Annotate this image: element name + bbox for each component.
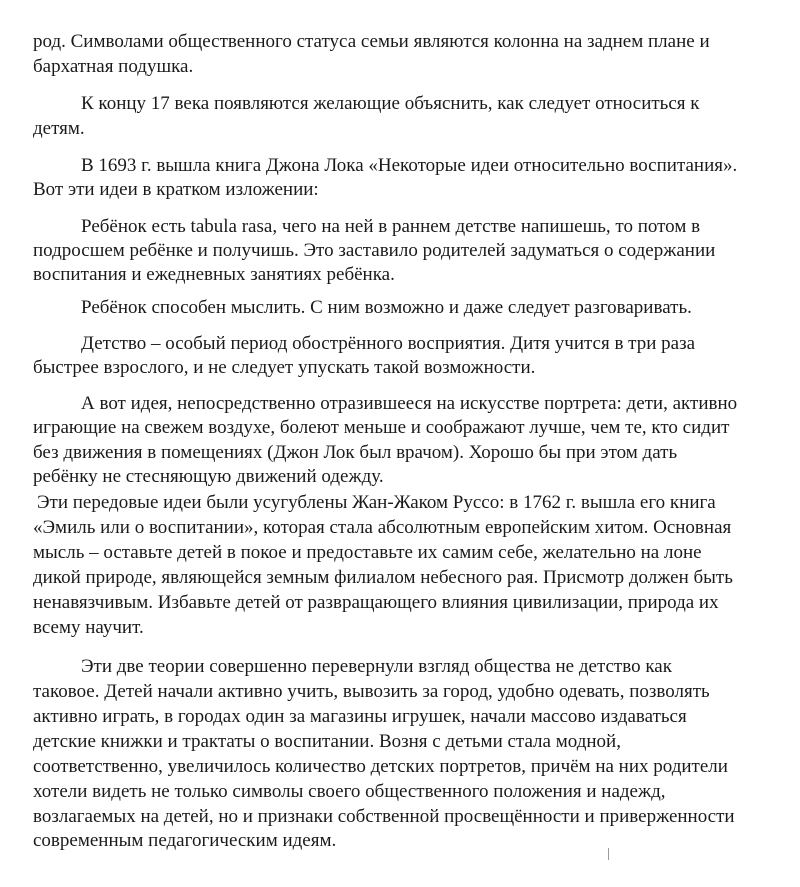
text-line: Эти две теории совершенно перевернули взгляд общества не детство как xyxy=(81,656,672,677)
text-line: бархатная подушка. xyxy=(33,56,194,77)
text-line: хотели видеть не только символы своего общественного положения и надежд, xyxy=(33,781,666,802)
text-line: А вот идея, непосредственно отразившееся на искусстве портрета: дети, активно xyxy=(81,393,738,414)
text-line: активно играть, в городах один за магазины игрушек, начали массово издаваться xyxy=(33,706,687,727)
text-line: воспитания и ежедневных занятиях ребёнка. xyxy=(33,264,395,285)
scan-mark xyxy=(608,848,609,860)
text-line: возлагаемых на детей, но и признаки собственной просвещённости и приверженности xyxy=(33,806,735,827)
text-line: Вот эти идеи в кратком изложении: xyxy=(33,179,319,200)
text-line: ненавязчивым. Избавьте детей от развращающего влияния цивилизации, природа их xyxy=(33,592,719,613)
text-line: «Эмиль или о воспитании», которая стала абсолютным европейским хитом. Основная xyxy=(33,517,732,538)
text-line: Ребёнок есть tabula rasa, чего на ней в раннем детстве напишешь, то потом в xyxy=(81,216,701,237)
text-line: дикой природе, являющейся земным филиалом небесного рая. Присмотр должен быть xyxy=(33,567,733,588)
text-line: быстрее взрослого, и не следует упускать такой возможности. xyxy=(33,357,536,378)
text-line: род. Символами общественного статуса семьи являются колонна на заднем плане и xyxy=(33,31,710,52)
text-line: В 1693 г. вышла книга Джона Лока «Некоторые идеи относительно воспитания». xyxy=(81,155,738,176)
text-line: детские книжки и трактаты о воспитании. Возня с детьми стала модной, xyxy=(33,731,621,752)
text-line: К концу 17 века появляются желающие объяснить, как следует относиться к xyxy=(81,93,700,114)
text-line: играющие на свежем воздухе, болеют меньше и соображают лучше, чем те, кто сидит xyxy=(33,417,730,438)
text-line: детям. xyxy=(33,118,85,139)
text-line: без движения в помещениях (Джон Лок был врачом). Хорошо бы при этом дать xyxy=(33,442,678,463)
text-line: мысль – оставьте детей в покое и предоставьте их самим себе, желательно на лоне xyxy=(33,542,702,563)
text-line: соответственно, увеличилось количество детских портретов, причём на них родители xyxy=(33,756,728,777)
text-line: Эти передовые идеи были усугублены Жан-Жаком Руссо: в 1762 г. вышла его книга xyxy=(37,492,716,513)
text-line: современным педагогическим идеям. xyxy=(33,830,337,851)
text-line: Ребёнок способен мыслить. С ним возможно и даже следует разговаривать. xyxy=(81,297,692,318)
text-line: подросшем ребёнке и получишь. Это заставило родителей задуматься о содержании xyxy=(33,240,716,261)
text-line: таковое. Детей начали активно учить, вывозить за город, удобно одевать, позволять xyxy=(33,681,710,702)
text-line: всему научит. xyxy=(33,617,144,638)
text-line: Детство – особый период обострённого восприятия. Дитя учится в три раза xyxy=(81,333,696,354)
text-line: ребёнку не стесняющую движений одежду. xyxy=(33,466,384,487)
